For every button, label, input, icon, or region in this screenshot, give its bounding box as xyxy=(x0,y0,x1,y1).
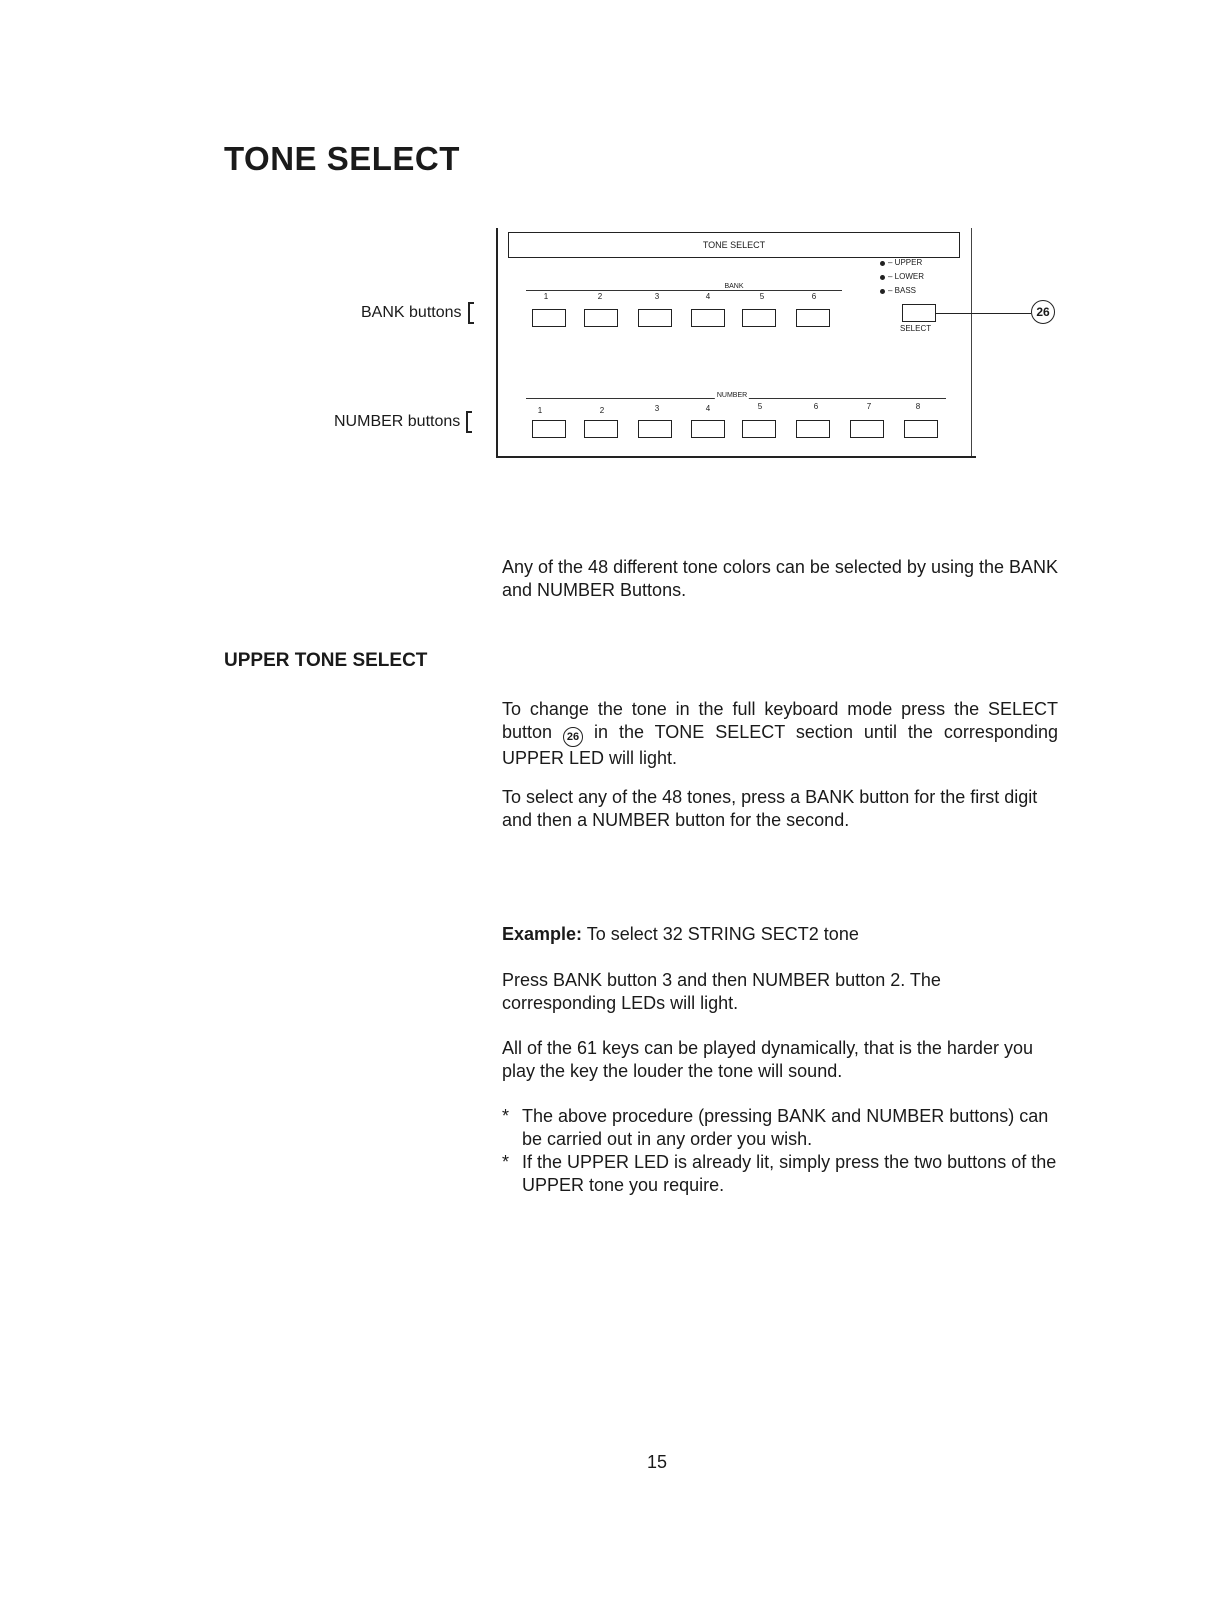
bank-number-label: 2 xyxy=(597,292,603,301)
example-paragraph-2: All of the 61 keys can be played dynamically, that is the harder you play the key the louder the tone will sound. xyxy=(502,1038,1033,1081)
number-number-label: 6 xyxy=(813,402,819,411)
bank-button-1[interactable] xyxy=(532,309,566,327)
led-upper-label: UPPER xyxy=(894,258,923,267)
bank-buttons-label xyxy=(361,302,474,324)
number-buttons-label-text: NUMBER buttons xyxy=(334,413,461,430)
note-text: The above procedure (pressing BANK and NUMBER buttons) can be carried out in any order you wish. xyxy=(522,1106,1049,1149)
panel-title-box xyxy=(508,232,960,258)
panel-title: TONE SELECT xyxy=(702,240,766,250)
led-bass: – BASS xyxy=(880,284,924,298)
select-caption: SELECT xyxy=(900,324,932,333)
example-paragraph-1: Press BANK button 3 and then NUMBER button 2. The corresponding LEDs will light. xyxy=(502,970,941,1013)
upper-paragraph-2: To select any of the 48 tones, press a BANK button for the first digit and then a NUMBER button for the second. xyxy=(502,787,1038,830)
number-number-label: 7 xyxy=(866,402,872,411)
tone-select-panel-diagram xyxy=(496,228,1050,460)
upper-paragraph-1 xyxy=(502,698,1058,770)
upper-paragraph-1-end: in the TONE SELECT section until the corresponding UPPER LED will light. xyxy=(502,722,1058,768)
number-button-7[interactable] xyxy=(850,420,884,438)
bank-number-label: 3 xyxy=(654,292,660,301)
led-upper: – UPPER xyxy=(880,256,924,270)
number-number-label: 3 xyxy=(654,404,660,413)
panel-right-edge xyxy=(971,228,972,458)
example-label: Example: xyxy=(502,924,583,944)
bracket-icon xyxy=(468,302,474,324)
bank-number-label: 6 xyxy=(811,292,817,301)
bank-number-label: 5 xyxy=(759,292,765,301)
example-text: To select 32 STRING SECT2 tone xyxy=(586,924,859,944)
select-button[interactable] xyxy=(902,304,936,322)
page-number: 15 xyxy=(646,1452,668,1472)
bank-number-label: 1 xyxy=(543,292,549,301)
number-number-label: 5 xyxy=(757,402,763,411)
number-group-label: NUMBER xyxy=(716,392,748,399)
note-asterisk: * xyxy=(502,1152,510,1172)
number-button-4[interactable] xyxy=(691,420,725,438)
upper-tone-select-heading: UPPER TONE SELECT xyxy=(224,650,428,671)
number-number-label: 2 xyxy=(599,406,605,415)
led-dot-icon xyxy=(880,261,885,266)
bank-group-label: BANK xyxy=(724,283,744,290)
bank-number-label: 4 xyxy=(705,292,711,301)
bank-button-6[interactable] xyxy=(796,309,830,327)
bank-buttons-label-text: BANK buttons xyxy=(361,304,462,321)
led-indicator-list xyxy=(880,256,924,298)
bracket-icon xyxy=(466,411,472,433)
number-button-1[interactable] xyxy=(532,420,566,438)
upper-paragraph-1-start: To change the tone in the full keyboard mode press the SELECT button xyxy=(502,699,1058,742)
number-number-label: 1 xyxy=(537,406,543,415)
bank-button-5[interactable] xyxy=(742,309,776,327)
bank-button-3[interactable] xyxy=(638,309,672,327)
led-lower: – LOWER xyxy=(880,270,924,284)
number-number-label: 4 xyxy=(705,404,711,413)
callout-marker-inline: 26 xyxy=(563,727,583,747)
number-button-2[interactable] xyxy=(584,420,618,438)
number-button-8[interactable] xyxy=(904,420,938,438)
led-dot-icon xyxy=(880,289,885,294)
bank-button-4[interactable] xyxy=(691,309,725,327)
bank-button-2[interactable] xyxy=(584,309,618,327)
note-item xyxy=(502,1105,1058,1151)
example-paragraph xyxy=(502,923,1058,946)
number-button-3[interactable] xyxy=(638,420,672,438)
note-asterisk: * xyxy=(502,1106,510,1126)
panel-left-edge xyxy=(496,228,498,458)
number-button-6[interactable] xyxy=(796,420,830,438)
led-lower-label: LOWER xyxy=(894,272,925,281)
note-text: If the UPPER LED is already lit, simply press the two buttons of the UPPER tone you require. xyxy=(522,1152,1057,1195)
led-bass-label: BASS xyxy=(894,286,917,295)
number-button-5[interactable] xyxy=(742,420,776,438)
number-number-label: 8 xyxy=(915,402,921,411)
intro-paragraph: Any of the 48 different tone colors can be selected by using the BANK and NUMBER Buttons. xyxy=(502,557,1059,600)
panel-bottom-edge xyxy=(496,456,976,458)
number-buttons-label xyxy=(334,411,472,433)
bank-group-line xyxy=(526,290,842,291)
led-dot-icon xyxy=(880,275,885,280)
note-item xyxy=(502,1151,1058,1197)
callout-leader-line xyxy=(935,313,1031,314)
page-title: TONE SELECT xyxy=(224,140,460,177)
callout-marker: 26 xyxy=(1031,300,1055,324)
